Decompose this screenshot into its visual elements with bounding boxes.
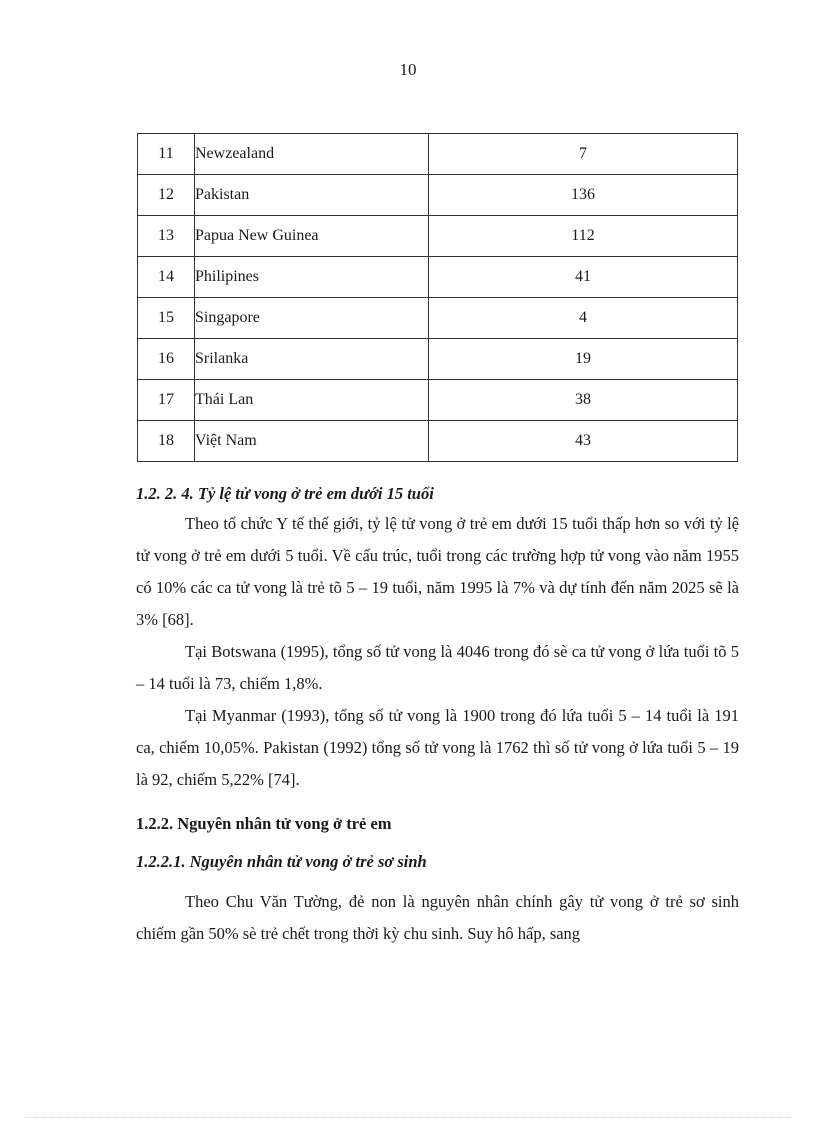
mortality-table: [137, 133, 738, 462]
country-cell: Pakistan: [195, 175, 429, 216]
value-cell: 38: [429, 380, 738, 421]
table-body: [138, 134, 738, 462]
row-number-cell: 17: [138, 380, 195, 421]
paragraph: Tại Botswana (1995), tổng số tử vong là 4046 trong đó sè ca tử vong ở lứa tuổi tõ 5 – 14 tuổi là 73, chiếm 1,8%.: [136, 642, 739, 693]
row-number-cell: 15: [138, 298, 195, 339]
table-row: [138, 298, 738, 339]
page-number: 10: [399, 60, 417, 79]
table-row: [138, 134, 738, 175]
country-cell: Srilanka: [195, 339, 429, 380]
section-2: [136, 808, 739, 840]
table-row: [138, 175, 738, 216]
row-number-cell: 11: [138, 134, 195, 175]
section-heading-1-2-2-4: [136, 478, 739, 510]
value-cell: 7: [429, 134, 738, 175]
row-number-cell: 14: [138, 257, 195, 298]
value-cell: 112: [429, 216, 738, 257]
subsection: [136, 846, 739, 878]
section-heading: 1.2. 2. 4. Tỷ lệ tử vong ở trẻ em dưới 15 tuổi: [136, 484, 434, 503]
country-cell: Papua New Guinea: [195, 216, 429, 257]
paragraph: Tại Myanmar (1993), tổng số tử vong là 1900 trong đó lứa tuổi 5 – 14 tuổi là 191 ca, chiếm 10,05%. Pakistan (1992) tổng số tử vong là 1762 thì số tử vong ở lứa tuổi 5 – 19 là 92, chiếm 5,22% [74].: [136, 706, 739, 789]
value-cell: 19: [429, 339, 738, 380]
row-number-cell: 18: [138, 421, 195, 462]
table-row: [138, 421, 738, 462]
row-number-cell: 12: [138, 175, 195, 216]
value-cell: 4: [429, 298, 738, 339]
paragraph: Theo tổ chức Y tế thế giới, tỷ lệ tử vong ở trẻ em dưới 15 tuổi thấp hơn so với tỷ lệ tử vong ở trẻ em dưới 5 tuổi. Về cấu trúc, tuổi trong các trường hợp tử vong vào năm 1955 có 10% các ca tử vong là trẻ tõ 5 – 19 tuổi, năm 1995 là 7% và dự tính đến năm 2025 sẽ là 3% [68].: [136, 514, 739, 629]
section-heading: 1.2.2. Nguyên nhân tử vong ở trẻ em: [136, 814, 392, 833]
subsection-heading: 1.2.2.1. Nguyên nhân tử vong ở trẻ sơ sinh: [136, 852, 427, 871]
country-cell: Philipines: [195, 257, 429, 298]
table-row: [138, 380, 738, 421]
row-number-cell: 13: [138, 216, 195, 257]
paragraph: Theo Chu Văn Tường, đẻ non là nguyên nhân chính gây tử vong ở trẻ sơ sinh chiếm gần 50% sè trẻ chết trong thời kỳ chu sinh. Suy hô hấp, sang: [136, 892, 739, 943]
table-row: [138, 339, 738, 380]
country-cell: Newzealand: [195, 134, 429, 175]
country-cell: Việt Nam: [195, 421, 429, 462]
value-cell: 41: [429, 257, 738, 298]
section-2-body: [136, 886, 739, 950]
value-cell: 43: [429, 421, 738, 462]
section-1-body: [136, 508, 739, 796]
table-row: [138, 216, 738, 257]
page-bottom-rule: [25, 1117, 791, 1118]
table-row: [138, 257, 738, 298]
value-cell: 136: [429, 175, 738, 216]
row-number-cell: 16: [138, 339, 195, 380]
country-cell: Thái Lan: [195, 380, 429, 421]
country-cell: Singapore: [195, 298, 429, 339]
